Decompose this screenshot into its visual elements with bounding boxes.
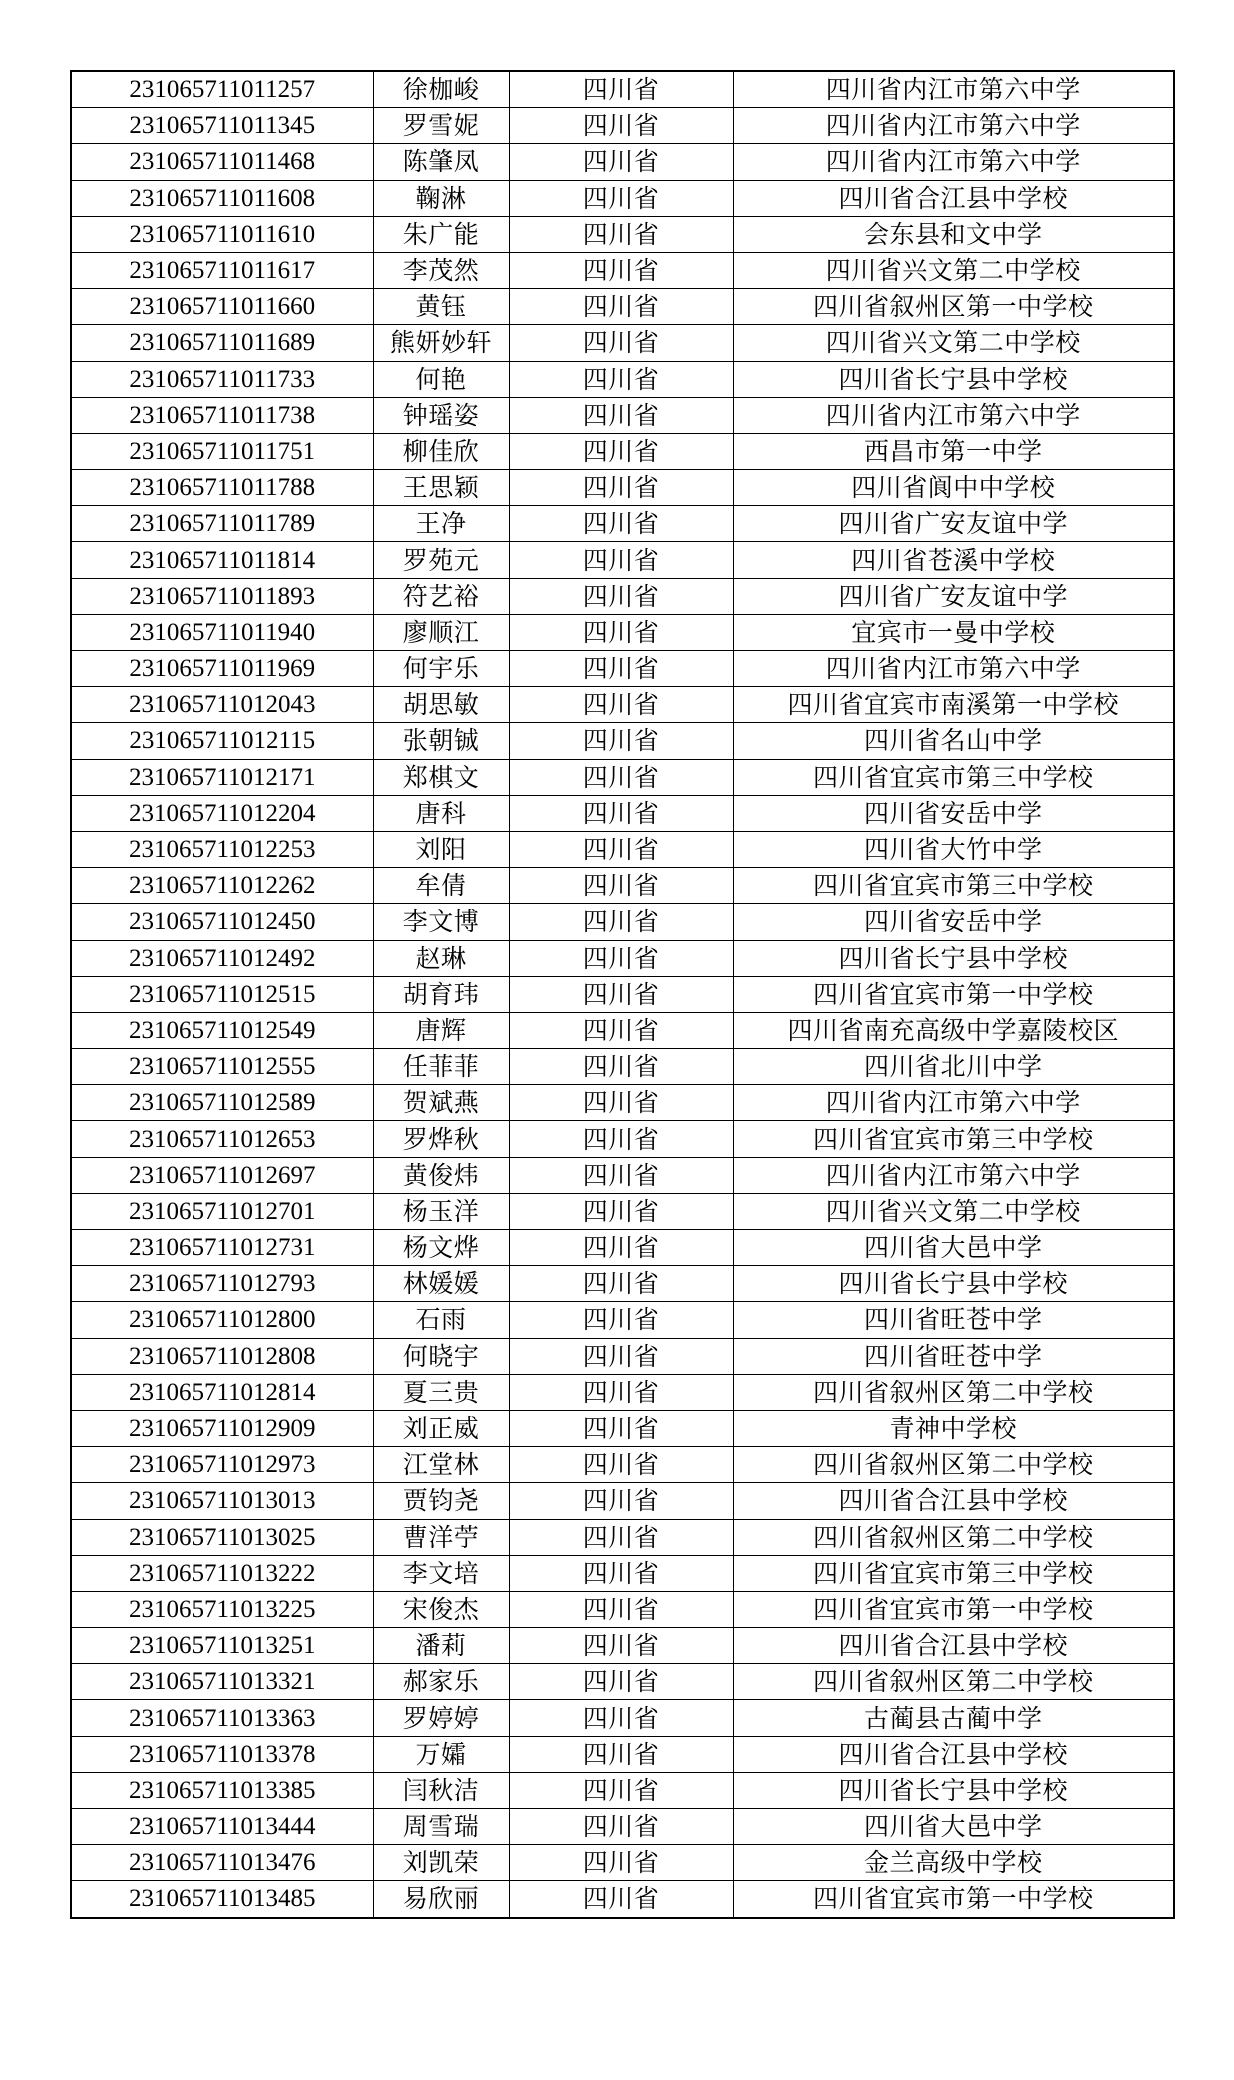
province-cell: 四川省 xyxy=(509,433,733,469)
student-name-cell: 贺斌燕 xyxy=(373,1085,509,1121)
province-cell: 四川省 xyxy=(509,904,733,940)
table-row xyxy=(71,1628,1174,1664)
school-cell: 四川省合江县中学校 xyxy=(733,1483,1174,1519)
student-name-cell: 黄俊炜 xyxy=(373,1157,509,1193)
province-cell: 四川省 xyxy=(509,470,733,506)
table-row xyxy=(71,397,1174,433)
exam-id-cell: 231065711012909 xyxy=(71,1410,373,1446)
exam-id-cell: 231065711012808 xyxy=(71,1338,373,1374)
school-cell: 四川省大邑中学 xyxy=(733,1809,1174,1845)
exam-id-cell: 231065711011788 xyxy=(71,470,373,506)
exam-id-cell: 231065711012204 xyxy=(71,795,373,831)
school-cell: 会东县和文中学 xyxy=(733,216,1174,252)
table-row xyxy=(71,1230,1174,1266)
province-cell: 四川省 xyxy=(509,759,733,795)
exam-id-cell: 231065711013485 xyxy=(71,1881,373,1918)
school-cell: 四川省叙州区第二中学校 xyxy=(733,1519,1174,1555)
student-name-cell: 石雨 xyxy=(373,1302,509,1338)
school-cell: 四川省合江县中学校 xyxy=(733,180,1174,216)
province-cell: 四川省 xyxy=(509,361,733,397)
school-cell: 四川省安岳中学 xyxy=(733,795,1174,831)
table-row xyxy=(71,1410,1174,1446)
province-cell: 四川省 xyxy=(509,578,733,614)
province-cell: 四川省 xyxy=(509,1700,733,1736)
student-name-cell: 唐科 xyxy=(373,795,509,831)
student-name-cell: 杨玉洋 xyxy=(373,1193,509,1229)
school-cell: 四川省内江市第六中学 xyxy=(733,651,1174,687)
school-cell: 四川省宜宾市第三中学校 xyxy=(733,1555,1174,1591)
school-cell: 四川省大邑中学 xyxy=(733,1230,1174,1266)
student-name-cell: 符艺裕 xyxy=(373,578,509,614)
province-cell: 四川省 xyxy=(509,216,733,252)
province-cell: 四川省 xyxy=(509,868,733,904)
exam-id-cell: 231065711011345 xyxy=(71,108,373,144)
table-row xyxy=(71,1519,1174,1555)
province-cell: 四川省 xyxy=(509,542,733,578)
school-cell: 宜宾市一曼中学校 xyxy=(733,614,1174,650)
student-name-cell: 张朝铖 xyxy=(373,723,509,759)
table-row xyxy=(71,723,1174,759)
province-cell: 四川省 xyxy=(509,1555,733,1591)
province-cell: 四川省 xyxy=(509,1772,733,1808)
school-cell: 四川省内江市第六中学 xyxy=(733,397,1174,433)
school-cell: 金兰高级中学校 xyxy=(733,1845,1174,1881)
school-cell: 四川省合江县中学校 xyxy=(733,1736,1174,1772)
school-cell: 四川省宜宾市第三中学校 xyxy=(733,759,1174,795)
exam-id-cell: 231065711011893 xyxy=(71,578,373,614)
table-row xyxy=(71,180,1174,216)
province-cell: 四川省 xyxy=(509,108,733,144)
table-row xyxy=(71,904,1174,940)
table-row xyxy=(71,433,1174,469)
exam-id-cell: 231065711013025 xyxy=(71,1519,373,1555)
table-row xyxy=(71,216,1174,252)
student-name-cell: 宋俊杰 xyxy=(373,1591,509,1627)
table-row xyxy=(71,542,1174,578)
province-cell: 四川省 xyxy=(509,1302,733,1338)
province-cell: 四川省 xyxy=(509,1628,733,1664)
table-row xyxy=(71,651,1174,687)
province-cell: 四川省 xyxy=(509,976,733,1012)
table-row xyxy=(71,687,1174,723)
student-name-cell: 黄钰 xyxy=(373,289,509,325)
table-row xyxy=(71,976,1174,1012)
student-roster-table xyxy=(70,70,1175,1919)
school-cell: 四川省内江市第六中学 xyxy=(733,1085,1174,1121)
student-name-cell: 熊妍妙轩 xyxy=(373,325,509,361)
student-name-cell: 夏三贵 xyxy=(373,1374,509,1410)
table-row xyxy=(71,1881,1174,1918)
province-cell: 四川省 xyxy=(509,831,733,867)
student-name-cell: 刘阳 xyxy=(373,831,509,867)
school-cell: 四川省宜宾市第一中学校 xyxy=(733,976,1174,1012)
table-row xyxy=(71,289,1174,325)
exam-id-cell: 231065711011789 xyxy=(71,506,373,542)
exam-id-cell: 231065711012262 xyxy=(71,868,373,904)
table-row xyxy=(71,1085,1174,1121)
table-row xyxy=(71,144,1174,180)
school-cell: 四川省苍溪中学校 xyxy=(733,542,1174,578)
school-cell: 四川省叙州区第二中学校 xyxy=(733,1374,1174,1410)
province-cell: 四川省 xyxy=(509,687,733,723)
exam-id-cell: 231065711011733 xyxy=(71,361,373,397)
exam-id-cell: 231065711012171 xyxy=(71,759,373,795)
school-cell: 西昌市第一中学 xyxy=(733,433,1174,469)
province-cell: 四川省 xyxy=(509,795,733,831)
student-name-cell: 何艳 xyxy=(373,361,509,397)
school-cell: 四川省广安友谊中学 xyxy=(733,578,1174,614)
school-cell: 四川省宜宾市第三中学校 xyxy=(733,1121,1174,1157)
student-name-cell: 赵琳 xyxy=(373,940,509,976)
province-cell: 四川省 xyxy=(509,506,733,542)
student-name-cell: 唐辉 xyxy=(373,1012,509,1048)
province-cell: 四川省 xyxy=(509,252,733,288)
exam-id-cell: 231065711011969 xyxy=(71,651,373,687)
school-cell: 青神中学校 xyxy=(733,1410,1174,1446)
exam-id-cell: 231065711012492 xyxy=(71,940,373,976)
province-cell: 四川省 xyxy=(509,71,733,108)
table-row xyxy=(71,361,1174,397)
exam-id-cell: 231065711012731 xyxy=(71,1230,373,1266)
school-cell: 四川省叙州区第一中学校 xyxy=(733,289,1174,325)
student-name-cell: 朱广能 xyxy=(373,216,509,252)
province-cell: 四川省 xyxy=(509,1410,733,1446)
table-row xyxy=(71,1157,1174,1193)
table-row xyxy=(71,1266,1174,1302)
student-name-cell: 林媛媛 xyxy=(373,1266,509,1302)
exam-id-cell: 231065711012589 xyxy=(71,1085,373,1121)
student-name-cell: 柳佳欣 xyxy=(373,433,509,469)
province-cell: 四川省 xyxy=(509,1809,733,1845)
exam-id-cell: 231065711012450 xyxy=(71,904,373,940)
province-cell: 四川省 xyxy=(509,1447,733,1483)
student-name-cell: 闫秋洁 xyxy=(373,1772,509,1808)
student-name-cell: 廖顺江 xyxy=(373,614,509,650)
province-cell: 四川省 xyxy=(509,614,733,650)
table-row xyxy=(71,1845,1174,1881)
exam-id-cell: 231065711012043 xyxy=(71,687,373,723)
school-cell: 四川省旺苍中学 xyxy=(733,1302,1174,1338)
table-row xyxy=(71,831,1174,867)
province-cell: 四川省 xyxy=(509,1012,733,1048)
exam-id-cell: 231065711013444 xyxy=(71,1809,373,1845)
exam-id-cell: 231065711013321 xyxy=(71,1664,373,1700)
table-row xyxy=(71,795,1174,831)
province-cell: 四川省 xyxy=(509,180,733,216)
province-cell: 四川省 xyxy=(509,1845,733,1881)
province-cell: 四川省 xyxy=(509,1591,733,1627)
province-cell: 四川省 xyxy=(509,1664,733,1700)
province-cell: 四川省 xyxy=(509,1736,733,1772)
exam-id-cell: 231065711011940 xyxy=(71,614,373,650)
school-cell: 四川省兴文第二中学校 xyxy=(733,252,1174,288)
table-row xyxy=(71,1302,1174,1338)
school-cell: 四川省兴文第二中学校 xyxy=(733,325,1174,361)
exam-id-cell: 231065711013476 xyxy=(71,1845,373,1881)
school-cell: 四川省内江市第六中学 xyxy=(733,108,1174,144)
table-row xyxy=(71,868,1174,904)
student-name-cell: 王净 xyxy=(373,506,509,542)
province-cell: 四川省 xyxy=(509,1085,733,1121)
exam-id-cell: 231065711012653 xyxy=(71,1121,373,1157)
province-cell: 四川省 xyxy=(509,1374,733,1410)
student-name-cell: 钟瑶姿 xyxy=(373,397,509,433)
table-row xyxy=(71,1772,1174,1808)
student-name-cell: 刘正威 xyxy=(373,1410,509,1446)
student-name-cell: 周雪瑞 xyxy=(373,1809,509,1845)
table-row xyxy=(71,1555,1174,1591)
table-row xyxy=(71,1447,1174,1483)
table-row xyxy=(71,1483,1174,1519)
roster-body xyxy=(71,71,1174,1918)
province-cell: 四川省 xyxy=(509,1483,733,1519)
table-row xyxy=(71,1809,1174,1845)
student-name-cell: 罗苑元 xyxy=(373,542,509,578)
school-cell: 四川省大竹中学 xyxy=(733,831,1174,867)
school-cell: 四川省内江市第六中学 xyxy=(733,1157,1174,1193)
table-row xyxy=(71,614,1174,650)
table-row xyxy=(71,325,1174,361)
province-cell: 四川省 xyxy=(509,723,733,759)
school-cell: 四川省广安友谊中学 xyxy=(733,506,1174,542)
school-cell: 四川省宜宾市第一中学校 xyxy=(733,1881,1174,1918)
school-cell: 四川省长宁县中学校 xyxy=(733,1266,1174,1302)
exam-id-cell: 231065711011751 xyxy=(71,433,373,469)
student-name-cell: 李茂然 xyxy=(373,252,509,288)
province-cell: 四川省 xyxy=(509,1157,733,1193)
province-cell: 四川省 xyxy=(509,1519,733,1555)
student-name-cell: 鞠淋 xyxy=(373,180,509,216)
province-cell: 四川省 xyxy=(509,1338,733,1374)
student-name-cell: 贾钧尧 xyxy=(373,1483,509,1519)
province-cell: 四川省 xyxy=(509,1881,733,1918)
exam-id-cell: 231065711011608 xyxy=(71,180,373,216)
exam-id-cell: 231065711011610 xyxy=(71,216,373,252)
school-cell: 四川省长宁县中学校 xyxy=(733,361,1174,397)
province-cell: 四川省 xyxy=(509,1230,733,1266)
exam-id-cell: 231065711011617 xyxy=(71,252,373,288)
table-row xyxy=(71,108,1174,144)
table-row xyxy=(71,1374,1174,1410)
student-name-cell: 罗雪妮 xyxy=(373,108,509,144)
exam-id-cell: 231065711012800 xyxy=(71,1302,373,1338)
student-name-cell: 陈肇凤 xyxy=(373,144,509,180)
table-row xyxy=(71,1338,1174,1374)
student-name-cell: 李文博 xyxy=(373,904,509,940)
table-row xyxy=(71,470,1174,506)
province-cell: 四川省 xyxy=(509,940,733,976)
student-name-cell: 刘凯荣 xyxy=(373,1845,509,1881)
table-row xyxy=(71,1591,1174,1627)
province-cell: 四川省 xyxy=(509,289,733,325)
table-row xyxy=(71,1012,1174,1048)
exam-id-cell: 231065711013251 xyxy=(71,1628,373,1664)
province-cell: 四川省 xyxy=(509,1193,733,1229)
school-cell: 四川省合江县中学校 xyxy=(733,1628,1174,1664)
student-name-cell: 牟倩 xyxy=(373,868,509,904)
student-name-cell: 徐枷峻 xyxy=(373,71,509,108)
province-cell: 四川省 xyxy=(509,397,733,433)
school-cell: 四川省名山中学 xyxy=(733,723,1174,759)
exam-id-cell: 231065711012549 xyxy=(71,1012,373,1048)
exam-id-cell: 231065711012814 xyxy=(71,1374,373,1410)
student-name-cell: 郝家乐 xyxy=(373,1664,509,1700)
school-cell: 四川省宜宾市第三中学校 xyxy=(733,868,1174,904)
exam-id-cell: 231065711013225 xyxy=(71,1591,373,1627)
school-cell: 四川省叙州区第二中学校 xyxy=(733,1447,1174,1483)
province-cell: 四川省 xyxy=(509,325,733,361)
school-cell: 四川省内江市第六中学 xyxy=(733,144,1174,180)
province-cell: 四川省 xyxy=(509,144,733,180)
table-row xyxy=(71,759,1174,795)
student-name-cell: 何晓宇 xyxy=(373,1338,509,1374)
student-name-cell: 江堂林 xyxy=(373,1447,509,1483)
table-row xyxy=(71,1193,1174,1229)
exam-id-cell: 231065711013378 xyxy=(71,1736,373,1772)
exam-id-cell: 231065711011468 xyxy=(71,144,373,180)
school-cell: 四川省南充高级中学嘉陵校区 xyxy=(733,1012,1174,1048)
exam-id-cell: 231065711011257 xyxy=(71,71,373,108)
school-cell: 四川省北川中学 xyxy=(733,1049,1174,1085)
exam-id-cell: 231065711012973 xyxy=(71,1447,373,1483)
school-cell: 四川省宜宾市南溪第一中学校 xyxy=(733,687,1174,723)
student-name-cell: 潘莉 xyxy=(373,1628,509,1664)
table-row xyxy=(71,1121,1174,1157)
student-name-cell: 胡思敏 xyxy=(373,687,509,723)
province-cell: 四川省 xyxy=(509,1121,733,1157)
exam-id-cell: 231065711012115 xyxy=(71,723,373,759)
table-row xyxy=(71,71,1174,108)
exam-id-cell: 231065711012515 xyxy=(71,976,373,1012)
student-name-cell: 任菲菲 xyxy=(373,1049,509,1085)
student-name-cell: 王思颖 xyxy=(373,470,509,506)
student-name-cell: 万孀 xyxy=(373,1736,509,1772)
exam-id-cell: 231065711013222 xyxy=(71,1555,373,1591)
student-name-cell: 李文培 xyxy=(373,1555,509,1591)
exam-id-cell: 231065711012793 xyxy=(71,1266,373,1302)
student-name-cell: 郑棋文 xyxy=(373,759,509,795)
table-row xyxy=(71,1736,1174,1772)
province-cell: 四川省 xyxy=(509,1266,733,1302)
student-name-cell: 罗烨秋 xyxy=(373,1121,509,1157)
school-cell: 四川省旺苍中学 xyxy=(733,1338,1174,1374)
table-row xyxy=(71,252,1174,288)
school-cell: 四川省阆中中学校 xyxy=(733,470,1174,506)
exam-id-cell: 231065711013385 xyxy=(71,1772,373,1808)
exam-id-cell: 231065711011660 xyxy=(71,289,373,325)
province-cell: 四川省 xyxy=(509,651,733,687)
table-row xyxy=(71,1049,1174,1085)
student-name-cell: 罗婷婷 xyxy=(373,1700,509,1736)
school-cell: 四川省叙州区第二中学校 xyxy=(733,1664,1174,1700)
student-name-cell: 易欣丽 xyxy=(373,1881,509,1918)
school-cell: 四川省内江市第六中学 xyxy=(733,71,1174,108)
school-cell: 四川省兴文第二中学校 xyxy=(733,1193,1174,1229)
school-cell: 四川省长宁县中学校 xyxy=(733,1772,1174,1808)
school-cell: 古蔺县古蔺中学 xyxy=(733,1700,1174,1736)
exam-id-cell: 231065711011738 xyxy=(71,397,373,433)
student-name-cell: 胡育玮 xyxy=(373,976,509,1012)
exam-id-cell: 231065711012555 xyxy=(71,1049,373,1085)
table-row xyxy=(71,1700,1174,1736)
exam-id-cell: 231065711013363 xyxy=(71,1700,373,1736)
school-cell: 四川省长宁县中学校 xyxy=(733,940,1174,976)
school-cell: 四川省宜宾市第一中学校 xyxy=(733,1591,1174,1627)
exam-id-cell: 231065711013013 xyxy=(71,1483,373,1519)
school-cell: 四川省安岳中学 xyxy=(733,904,1174,940)
student-name-cell: 杨文烨 xyxy=(373,1230,509,1266)
table-row xyxy=(71,1664,1174,1700)
exam-id-cell: 231065711011689 xyxy=(71,325,373,361)
exam-id-cell: 231065711012701 xyxy=(71,1193,373,1229)
exam-id-cell: 231065711012253 xyxy=(71,831,373,867)
student-name-cell: 曹洋苧 xyxy=(373,1519,509,1555)
exam-id-cell: 231065711011814 xyxy=(71,542,373,578)
province-cell: 四川省 xyxy=(509,1049,733,1085)
exam-id-cell: 231065711012697 xyxy=(71,1157,373,1193)
table-row xyxy=(71,506,1174,542)
table-row xyxy=(71,940,1174,976)
table-row xyxy=(71,578,1174,614)
student-name-cell: 何宇乐 xyxy=(373,651,509,687)
